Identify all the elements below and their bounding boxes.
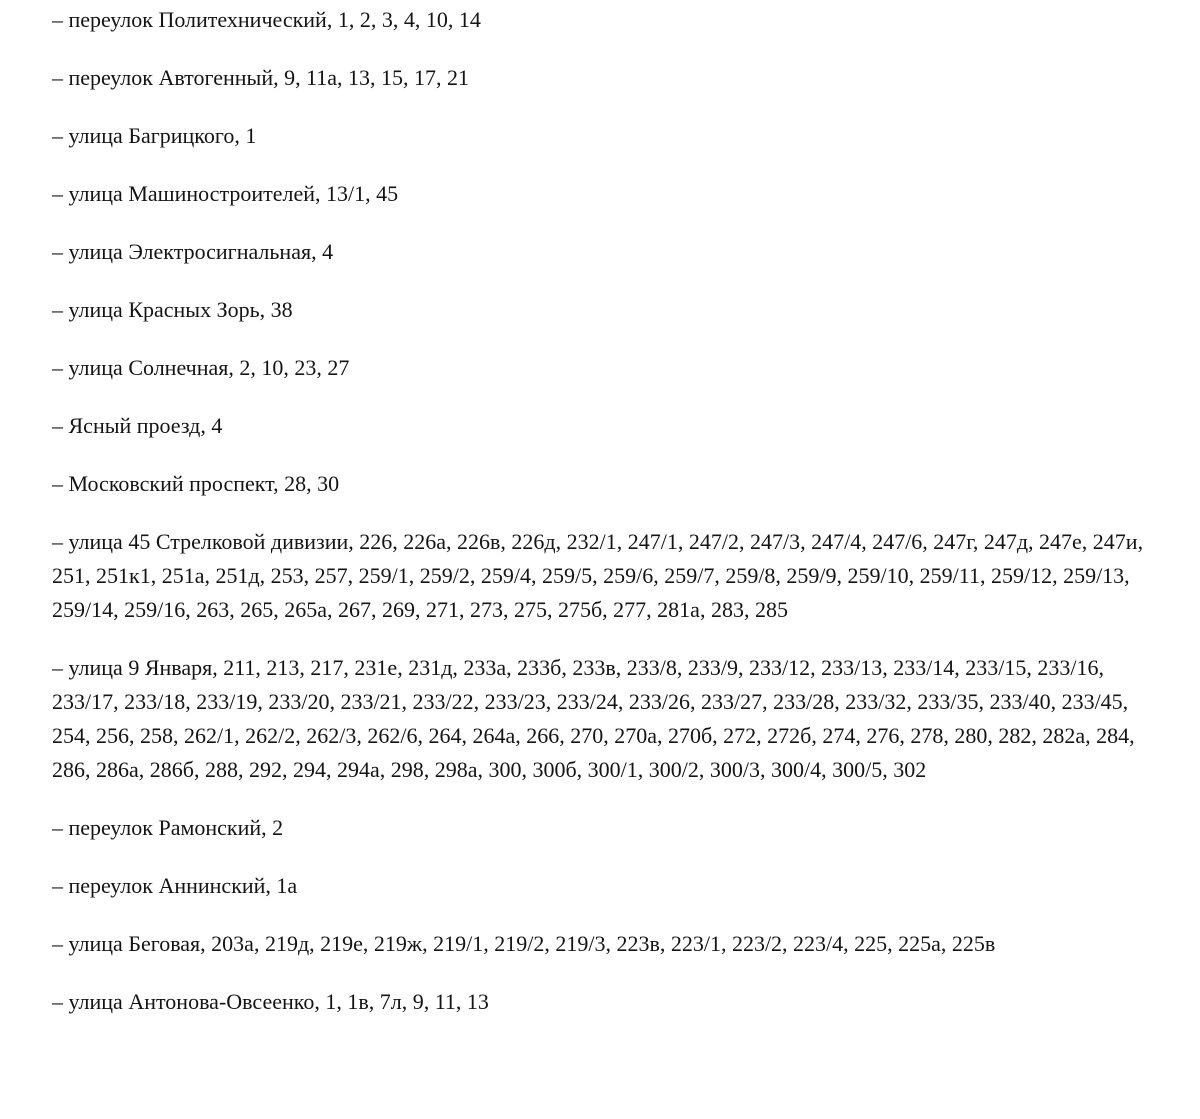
address-entry-mashinostroiteley: – улица Машиностроителей, 13/1, 45	[52, 181, 399, 206]
address-entry-yasny-proezd: – Ясный проезд, 4	[52, 413, 223, 438]
address-entry-krasnykh-zor: – улица Красных Зорь, 38	[52, 297, 293, 322]
address-entry-avtogenny: – переулок Автогенный, 9, 11а, 13, 15, 17, 21	[52, 65, 470, 90]
address-entry-antonova-ovseenko: – улица Антонова-Овсеенко, 1, 1в, 7л, 9, 11, 13	[52, 989, 489, 1014]
address-list	[52, 3, 1162, 1043]
address-entry-9-yanvarya: – улица 9 Января, 211, 213, 217, 231е, 231д, 233а, 233б, 233в, 233/8, 233/9, 233/12, 233/13, 233/14, 233/15, 233/16, 233/17, 233/18, 233/19, 233/20, 233/21, 233/22, 233/23, 233/24, 233/26, 233/27, 233/28, 233/32, 233/35, 233/40, 233/45, 254, 256, 258, 262/1, 262/2, 262/3, 262/6, 264, 264а, 266, 270, 270а, 270б, 272, 272б, 274, 276, 278, 280, 282, 282а, 284, 286, 286а, 286б, 288, 292, 294, 294а, 298, 298а, 300, 300б, 300/1, 300/2, 300/3, 300/4, 300/5, 302	[52, 655, 1135, 782]
address-entry-moskovsky-prospekt: – Московский проспект, 28, 30	[52, 471, 340, 496]
address-entry-45-strelkovoy-divizii: – улица 45 Стрелковой дивизии, 226, 226а, 226в, 226д, 232/1, 247/1, 247/2, 247/3, 247/4, 247/6, 247г, 247д, 247е, 247и, 251, 251к1, 251а, 251д, 253, 257, 259/1, 259/2, 259/4, 259/5, 259/6, 259/7, 259/8, 259/9, 259/10, 259/11, 259/12, 259/13, 259/14, 259/16, 263, 265, 265а, 267, 269, 271, 273, 275, 275б, 277, 281а, 283, 285	[52, 529, 1144, 622]
address-entry-ramonsky: – переулок Рамонский, 2	[52, 815, 284, 840]
address-entry-begovaya: – улица Беговая, 203а, 219д, 219е, 219ж, 219/1, 219/2, 219/3, 223в, 223/1, 223/2, 223/4, 225, 225а, 225в	[52, 931, 996, 956]
address-entry-anninsky: – переулок Аннинский, 1а	[52, 873, 298, 898]
address-entry-solnechnaya: – улица Солнечная, 2, 10, 23, 27	[52, 355, 350, 380]
address-entry-elektrosignalnaya: – улица Электросигнальная, 4	[52, 239, 334, 264]
address-entry-bagritskogo: – улица Багрицкого, 1	[52, 123, 257, 148]
address-entry-politekhnichesky: – переулок Политехнический, 1, 2, 3, 4, 10, 14	[52, 7, 481, 32]
